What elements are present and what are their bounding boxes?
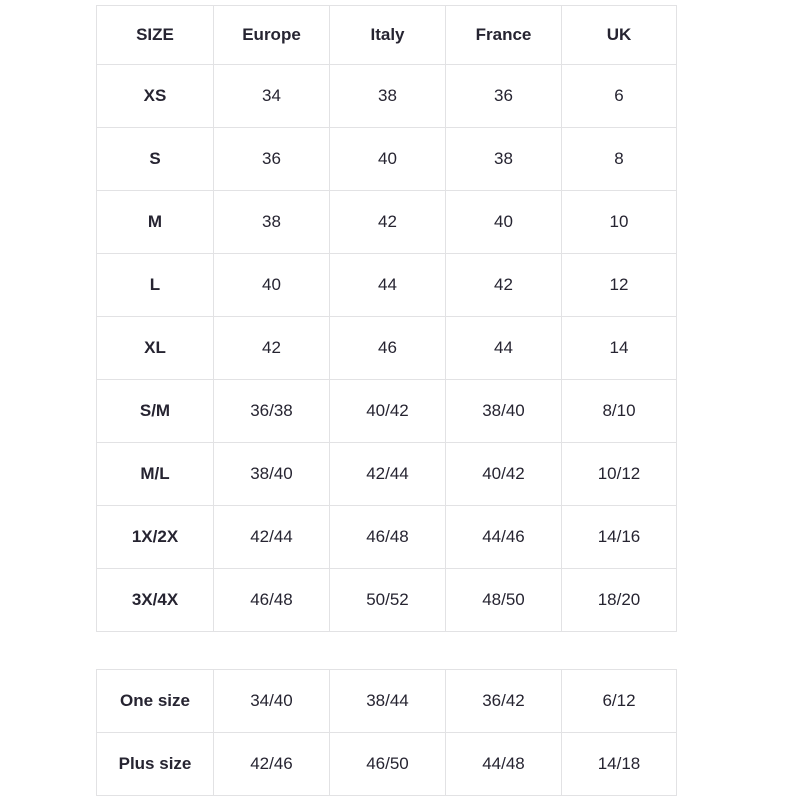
cell-uk: 12 [562, 254, 677, 317]
cell-italy: 46 [330, 317, 446, 380]
cell-france: 44/48 [446, 733, 562, 796]
cell-france: 38/40 [446, 380, 562, 443]
cell-uk: 14/16 [562, 506, 677, 569]
row-label: L [97, 254, 214, 317]
table-row [97, 569, 677, 632]
table-row [97, 128, 677, 191]
cell-france: 36/42 [446, 670, 562, 733]
cell-france: 40 [446, 191, 562, 254]
column-header-france: France [446, 6, 562, 65]
column-header-uk: UK [562, 6, 677, 65]
column-header-size: SIZE [97, 6, 214, 65]
cell-uk: 14/18 [562, 733, 677, 796]
cell-italy: 40/42 [330, 380, 446, 443]
cell-uk: 18/20 [562, 569, 677, 632]
row-label: One size [97, 670, 214, 733]
cell-italy: 46/48 [330, 506, 446, 569]
cell-italy: 44 [330, 254, 446, 317]
cell-france: 42 [446, 254, 562, 317]
cell-france: 36 [446, 65, 562, 128]
one-size-summary-table [96, 669, 677, 796]
row-label: 3X/4X [97, 569, 214, 632]
cell-europe: 36 [214, 128, 330, 191]
cell-france: 44 [446, 317, 562, 380]
table-row [97, 733, 677, 796]
row-label: XL [97, 317, 214, 380]
cell-france: 44/46 [446, 506, 562, 569]
row-label: M/L [97, 443, 214, 506]
cell-europe: 42/44 [214, 506, 330, 569]
table-row [97, 65, 677, 128]
cell-france: 48/50 [446, 569, 562, 632]
table-row [97, 506, 677, 569]
cell-italy: 42/44 [330, 443, 446, 506]
table-row [97, 443, 677, 506]
cell-italy: 40 [330, 128, 446, 191]
table-body [97, 65, 677, 632]
row-label: XS [97, 65, 214, 128]
cell-france: 40/42 [446, 443, 562, 506]
table-row [97, 670, 677, 733]
cell-europe: 36/38 [214, 380, 330, 443]
cell-uk: 8/10 [562, 380, 677, 443]
cell-italy: 38/44 [330, 670, 446, 733]
cell-uk: 10 [562, 191, 677, 254]
cell-italy: 46/50 [330, 733, 446, 796]
row-label: 1X/2X [97, 506, 214, 569]
cell-france: 38 [446, 128, 562, 191]
cell-europe: 34/40 [214, 670, 330, 733]
column-header-europe: Europe [214, 6, 330, 65]
table-row [97, 380, 677, 443]
cell-uk: 6/12 [562, 670, 677, 733]
row-label: Plus size [97, 733, 214, 796]
table-row [97, 254, 677, 317]
cell-italy: 50/52 [330, 569, 446, 632]
cell-uk: 6 [562, 65, 677, 128]
table-header-row [97, 6, 677, 65]
cell-europe: 40 [214, 254, 330, 317]
cell-europe: 34 [214, 65, 330, 128]
cell-italy: 42 [330, 191, 446, 254]
cell-europe: 42 [214, 317, 330, 380]
cell-europe: 46/48 [214, 569, 330, 632]
row-label: S/M [97, 380, 214, 443]
cell-uk: 10/12 [562, 443, 677, 506]
cell-europe: 38 [214, 191, 330, 254]
column-header-italy: Italy [330, 6, 446, 65]
table-row [97, 317, 677, 380]
row-label: S [97, 128, 214, 191]
cell-europe: 38/40 [214, 443, 330, 506]
cell-italy: 38 [330, 65, 446, 128]
summary-table-body [97, 670, 677, 796]
cell-uk: 8 [562, 128, 677, 191]
size-conversion-table [96, 5, 677, 632]
table-row [97, 191, 677, 254]
cell-europe: 42/46 [214, 733, 330, 796]
row-label: M [97, 191, 214, 254]
table-header [97, 6, 677, 65]
cell-uk: 14 [562, 317, 677, 380]
